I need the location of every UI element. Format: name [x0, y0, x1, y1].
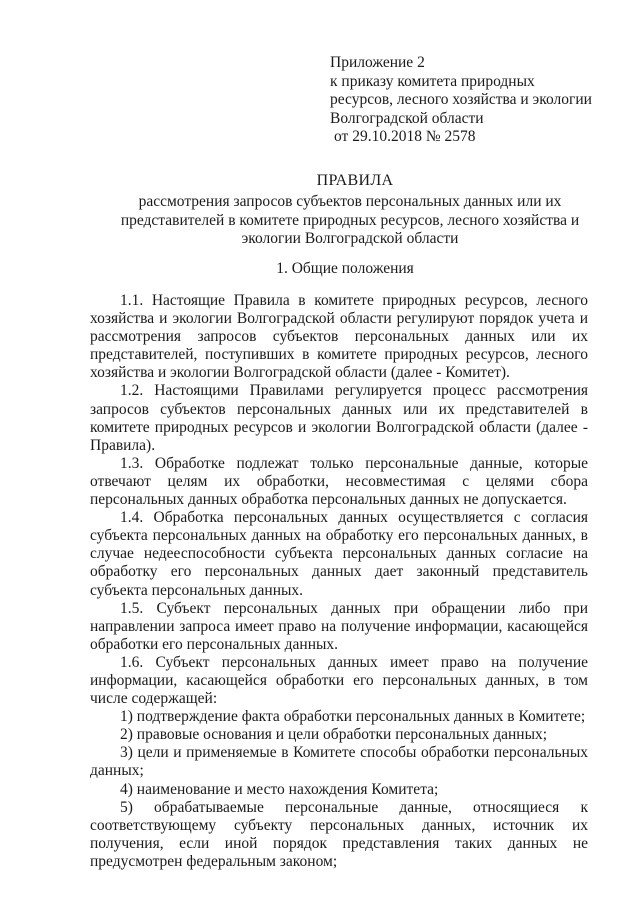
- list-item: 3) цели и применяемые в Комитете способы обработки персональных данных;: [90, 744, 588, 780]
- appendix-block: [330, 54, 620, 147]
- appendix-line: Приложение 2: [330, 54, 425, 71]
- paragraph: 1.4. Обработка персональных данных осуществляется с согласия субъекта персональных данных на обработку его персональных данных, в случае недееспособности субъекта персональных данных согласие на обработку его персональных данных дает законный представитель субъекта персональных данных.: [90, 509, 588, 599]
- appendix-line: к приказу комитета природных: [330, 72, 535, 90]
- appendix-line: Волгоградской области: [330, 109, 484, 127]
- list-item: 4) наименование и место нахождения Комитета;: [120, 780, 439, 798]
- list-item: 1) подтверждение факта обработки персональных данных в Комитете;: [120, 708, 586, 726]
- document-body: [90, 292, 588, 871]
- list-item: 5) обрабатываемые персональные данные, относящиеся к соответствующему субъекту персональных данных, источник их получения, если иной порядок представления таких данных не предусмотрен федеральным законом;: [90, 798, 588, 870]
- paragraph: 1.2. Настоящими Правилами регулируется процесс рассмотрения запросов субъектов персональных данных или их представителей в комитете природных ресурсов и экологии Волгоградской области (далее - Правила).: [90, 382, 588, 454]
- appendix-order-number: от 29.10.2018 № 2578: [334, 128, 476, 145]
- paragraph: 1.6. Субъект персональных данных имеет право на получение информации, касающейся обработки его персональных данных, в том числе содержащей:: [90, 653, 588, 708]
- section-heading: 1. Общие положения: [276, 260, 414, 277]
- list-item: 2) правовые основания и цели обработки персональных данных;: [120, 726, 548, 744]
- paragraph: 1.5. Субъект персональных данных при обращении либо при направлении запроса имеет право на получение информации, касающейся обработки его персональных данных.: [90, 599, 588, 653]
- document-title: ПРАВИЛА: [316, 172, 394, 189]
- document-subtitle: рассмотрения запросов субъектов персональных данных или их представителей в комитете природных ресурсов, лесного хозяйства и экологии Волгоградской области: [120, 193, 580, 247]
- appendix-line: ресурсов, лесного хозяйства и экологии: [330, 91, 592, 108]
- paragraph: 1.1. Настоящие Правила в комитете природных ресурсов, лесного хозяйства и экологии Волгоградской области регулируют порядок учета и рассмотрения запросов субъектов персональных данных или их представителей, поступивших в комитете природных ресурсов, лесного хозяйства и экологии Волгоградской области (далее - Комитет).: [90, 292, 588, 382]
- paragraph: 1.3. Обработке подлежат только персональные данные, которые отвечают целям их обработки, несовместимая с целями сбора персональных данных обработка персональных данных не допускается.: [90, 454, 588, 509]
